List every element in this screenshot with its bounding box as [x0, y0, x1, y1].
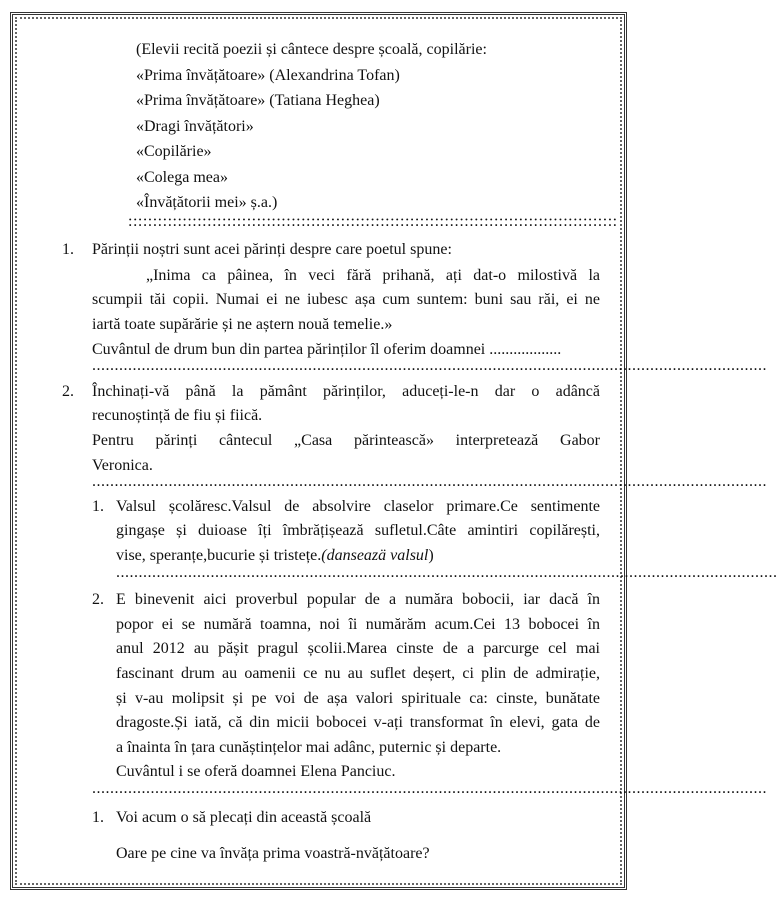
intro-line: «Învățătorii mei» ș.a.) [136, 194, 278, 211]
paragraph-line: și v-au molipsit și pe voi de așa valori spirituale ca: cinste, bunătate [116, 690, 600, 707]
paragraph-line: scumpii tăi copii. Numai ei ne iubesc așa cum suntem: buni sau răi, ei ne [92, 291, 600, 308]
paragraph-line: Părinții noștri sunt acei părinți despre care poetul spune: [92, 241, 452, 258]
paragraph-line: a înainta în țara cunăștințelor mai adânc, puternic și departe. [116, 739, 502, 756]
dotted-line: ...................................................................................................................................................... [92, 780, 767, 797]
intro-line: «Prima învățătoare» (Alexandrina Tofan) [136, 67, 400, 84]
paragraph-line: „Inima ca pâinea, în veci fără prihană, ați dat-o milostivă la [146, 267, 600, 284]
intro-line: «Dragi învățători» [136, 118, 254, 135]
paragraph-line: Voi acum o să plecați din această școală [116, 809, 372, 826]
paragraph-line: E binevenit aici proverbul popular de a număra bobocii, iar dacă în [116, 591, 600, 608]
list-number: 2. [62, 383, 74, 400]
intro-line: «Prima învățătoare» (Tatiana Heghea) [136, 92, 380, 109]
dotted-line: ...................................................................................................................................................... [92, 357, 767, 374]
paragraph-line: Pentru părinți cântecul „Casa părintească» interpretează Gabor [92, 432, 600, 449]
list-number: 1. [62, 241, 74, 258]
paragraph-line: gingașe și duioase îți îmbrățișează sufletul.Câte amintiri copilărești, [116, 522, 600, 539]
paragraph-line: Oare pe cine va învăța prima voastră-nvățătoare? [116, 845, 430, 862]
paragraph-text: vise, speranțe,bucurie și tristețe. [116, 547, 322, 564]
intro-line: «Colega mea» [136, 169, 228, 186]
paragraph-line: Veronica. [92, 457, 153, 474]
paragraph-line: fascinant drum au oamenii ce nu au suflet deșert, ci plin de admirație, [116, 665, 600, 682]
paragraph-line: dragoste.Și iată, că din micii bobocei v-ați transformat în elevi, gata de [116, 714, 600, 731]
list-number: 2. [92, 591, 104, 608]
list-number: 1. [92, 498, 104, 515]
paragraph-line: Cuvântul i se oferă doamnei Elena Panciuc. [116, 763, 396, 780]
intro-line: «Copilărie» [136, 143, 212, 160]
paragraph-line: Închinați-vă până la pământ părinților, aduceți-le-n dar o adâncă [92, 383, 600, 400]
paragraph-line: popor ei se numără toamna, noi îi numărăm acum.Cei 13 bobocei în [116, 616, 600, 633]
list-number: 1. [92, 809, 104, 826]
paragraph-line: recunoștință de fiu și fiică. [92, 407, 263, 424]
paragraph-line: iartă toate supărărie și ne aștern nouă temelie.» [92, 316, 393, 333]
paragraph-line: Valsul școlăresc.Valsul de absolvire claselor primare.Ce sentimente [116, 498, 600, 515]
closing-parenthesis: ) [428, 547, 434, 564]
intro-line: (Elevii recită poezii și cântece despre școală, copilărie: [136, 41, 487, 58]
stage-direction: (danseazä valsul [321, 547, 429, 564]
dotted-line: ...................................................................................................................................................... [92, 473, 767, 490]
paragraph-line: Cuvântul de drum bun din partea părinților îl oferim doamnei .................. [92, 341, 562, 358]
dotted-line: ................................................................................................................................................... [116, 564, 778, 581]
paragraph-line: anul 2012 au pășit pragul școlii.Marea cinste de a parcurge cel mai [116, 640, 600, 657]
separator-line: ::::::::::::::::::::::::::::::::::::::::::::::::::::::::::::::::::::::::::::::::::::::::::::::::::: [128, 213, 618, 230]
